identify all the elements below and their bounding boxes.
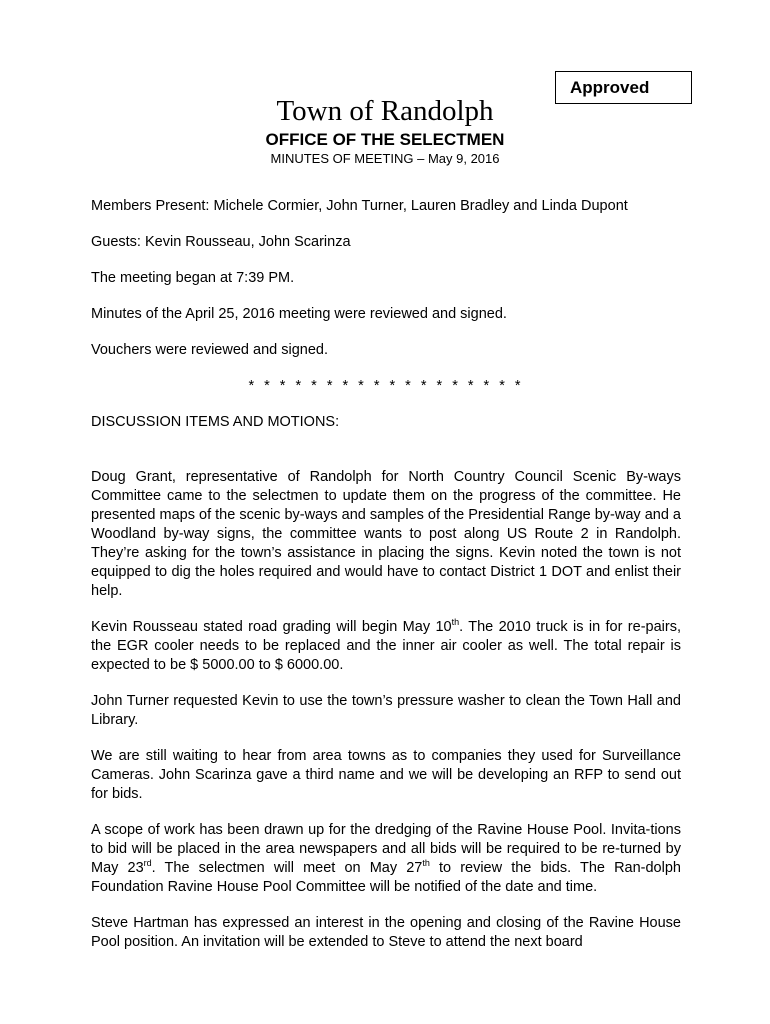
text-segment: Kevin Rousseau stated road grading will begin May 10 (91, 619, 452, 635)
paragraph-road-grading (91, 618, 681, 675)
text-segment: to review the bids. The Ran-dolph Foundation Ravine House Pool Committee will be notified of the date and time. (91, 860, 681, 895)
separator: * * * * * * * * * * * * * * * * * * (248, 378, 524, 394)
office-title: OFFICE OF THE SELECTMEN (265, 130, 505, 149)
meeting-start: The meeting began at 7:39 PM. (91, 270, 295, 286)
superscript: th (422, 858, 430, 868)
minutes-title: MINUTES OF MEETING – May 9, 2016 (270, 151, 500, 166)
paragraph-pressure-washer: John Turner requested Kevin to use the town’s pressure washer to clean the Town Hall and Library. (91, 693, 681, 728)
text-segment: . The 2010 truck is in for re-pairs, the EGR cooler needs to be replaced and the inner air cooler as well. The total repair is expected to be $ 5000.00 to $ 6000.00. (91, 619, 681, 673)
minutes-reviewed: Minutes of the April 25, 2016 meeting were reviewed and signed. (91, 306, 507, 322)
members-present: Members Present: Michele Cormier, John Turner, Lauren Bradley and Linda Dupont (91, 198, 628, 214)
minutes-body (91, 197, 681, 969)
paragraph-dredging (91, 821, 681, 897)
paragraph-surveillance: We are still waiting to hear from area towns as to companies they used for Surveillance Cameras. John Scarinza gave a third name and we will be developing an RFP to send out for bids. (91, 748, 681, 802)
paragraph-scenic-byways: Doug Grant, representative of Randolph for North Country Council Scenic By-ways Committee came to the selectmen to update them on the progress of the committee. He presented maps of the scenic by-ways and samples of the Presidential Range by-way and a Woodland by-way signs, the committee wants to post along US Route 2 in Randolph. They’re asking for the town’s assistance in placing the signs. Kevin noted the town is not equipped to dig the holes required and would have to contact District 1 DOT and enlist their help. (91, 469, 681, 599)
superscript: rd (143, 858, 152, 868)
approved-stamp: Approved (555, 71, 692, 104)
text-segment: . The selectmen will meet on May 27 (151, 860, 423, 876)
discussion-heading: DISCUSSION ITEMS AND MOTIONS: (91, 414, 340, 430)
guests: Guests: Kevin Rousseau, John Scarinza (91, 234, 351, 250)
vouchers-reviewed: Vouchers were reviewed and signed. (91, 342, 328, 358)
superscript: th (451, 617, 460, 627)
paragraph-pool-position: Steve Hartman has expressed an interest in the opening and closing of the Ravine House Pool position. An invitation will be extended to Steve to attend the next board (91, 915, 681, 950)
town-title: Town of Randolph (276, 95, 494, 127)
text-segment: A scope of work has been drawn up for the dredging of the Ravine House Pool. Invita-tions to bid will be placed in the area newspapers and all bids will be required to be re-turned by May 23 (91, 822, 681, 876)
